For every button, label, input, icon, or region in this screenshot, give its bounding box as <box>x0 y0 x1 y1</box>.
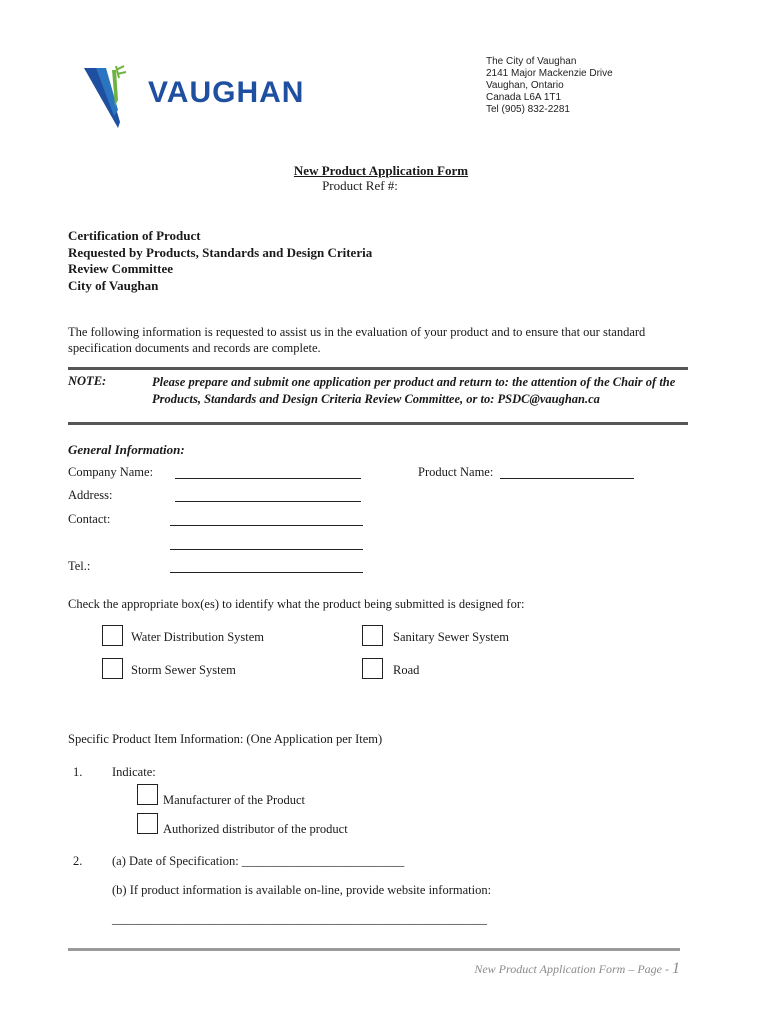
note-text: Please prepare and submit one application per product and return to: the attention of the Chair of the Products, Standards and Design Criteria Review Committee, or to: PSDC@vaughan.ca <box>152 375 676 406</box>
date-of-specification-field[interactable]: (a) Date of Specification: __________________________ <box>112 854 405 868</box>
address-line: The City of Vaughan <box>486 56 577 67</box>
website-info-label: (b) If product information is available on-line, provide website information: <box>112 883 492 897</box>
distributor-label: Authorized distributor of the product <box>163 822 348 836</box>
product-name-field[interactable] <box>500 478 634 479</box>
check-instruction: Check the appropriate box(es) to identify what the product being submitted is designed for: <box>68 597 525 611</box>
certification-block <box>68 228 372 294</box>
road-checkbox[interactable] <box>362 658 383 679</box>
note-label: NOTE: <box>68 374 107 388</box>
company-name-label: Company Name: <box>68 465 154 479</box>
contact-label: Contact: <box>68 512 111 526</box>
page-number: 1 <box>672 960 680 977</box>
website-info-field[interactable]: ____________________________________________________________ <box>112 912 487 926</box>
road-label: Road <box>393 663 420 677</box>
certification-line: City of Vaughan <box>68 277 159 293</box>
footer-rule <box>68 948 680 951</box>
address-field[interactable] <box>175 501 361 502</box>
note-top-rule <box>68 367 688 370</box>
indicate-label: Indicate: <box>112 765 156 779</box>
tel-label: Tel.: <box>68 559 91 573</box>
address-line: Vaughan, Ontario <box>486 80 564 91</box>
footer-text: New Product Application Form – Page - <box>474 962 672 976</box>
contact-field[interactable] <box>170 525 363 526</box>
contact-field-2[interactable] <box>170 549 363 550</box>
logo-text: VAUGHAN <box>148 76 305 109</box>
certification-line: Review Committee <box>68 261 174 276</box>
product-ref-label: Product Ref #: <box>322 178 398 193</box>
certification-line: Certification of Product <box>68 228 201 243</box>
specific-info-title: Specific Product Item Information: (One Application per Item) <box>68 732 383 746</box>
tel-field[interactable] <box>170 572 363 573</box>
address-line: Tel (905) 832-2281 <box>486 104 570 115</box>
page-footer <box>400 960 680 978</box>
company-name-field[interactable] <box>175 478 361 479</box>
certification-line: Requested by Products, Standards and Design Criteria <box>68 244 373 260</box>
item-2-number: 2. <box>73 854 83 868</box>
item-1-number: 1. <box>73 765 83 779</box>
storm-sewer-label: Storm Sewer System <box>131 663 236 677</box>
sanitary-sewer-label: Sanitary Sewer System <box>393 630 509 644</box>
address-line: Canada L6A 1T1 <box>486 92 562 103</box>
form-title: New Product Application Form <box>293 163 469 178</box>
water-distribution-label: Water Distribution System <box>131 630 265 644</box>
product-name-label: Product Name: <box>418 465 494 479</box>
city-address <box>486 56 613 116</box>
vaughan-logo <box>82 60 152 130</box>
sanitary-sewer-checkbox[interactable] <box>362 625 383 646</box>
intro-text: The following information is requested to assist us in the evaluation of your product and to ensure that our standard specification documents and records are complete. <box>68 325 646 355</box>
water-distribution-checkbox[interactable] <box>102 625 123 646</box>
storm-sewer-checkbox[interactable] <box>102 658 123 679</box>
general-info-title: General Information: <box>68 442 185 457</box>
address-label: Address: <box>68 488 113 502</box>
address-line: 2141 Major Mackenzie Drive <box>486 68 613 79</box>
manufacturer-checkbox[interactable] <box>137 784 158 805</box>
manufacturer-label: Manufacturer of the Product <box>163 793 305 807</box>
distributor-checkbox[interactable] <box>137 813 158 834</box>
note-bottom-rule <box>68 422 688 425</box>
